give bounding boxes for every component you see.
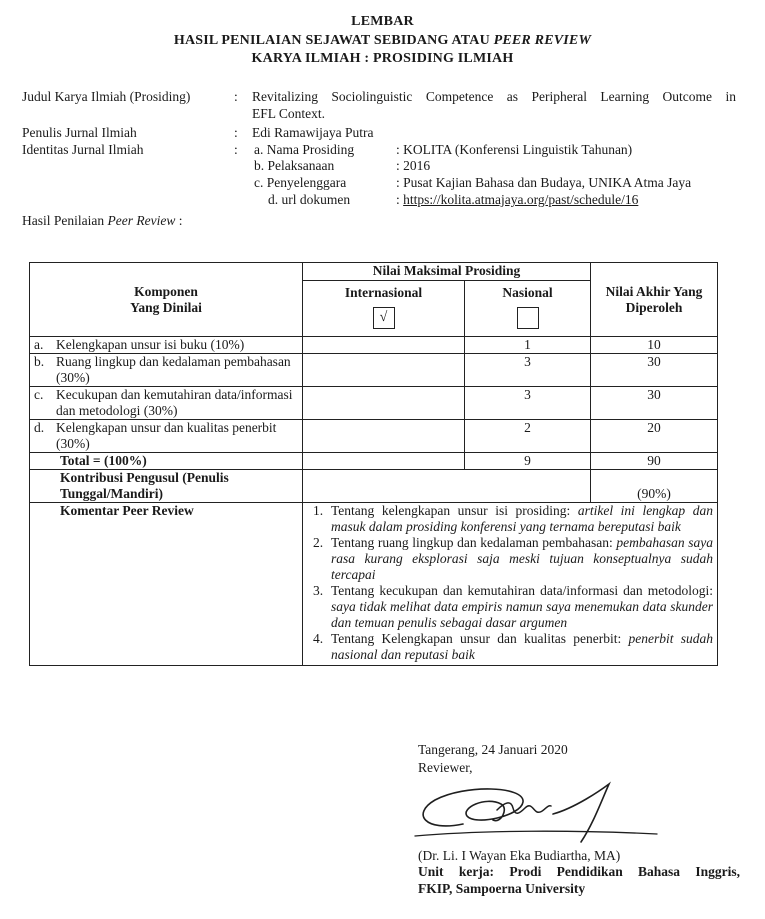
field-value-url: : https://kolita.atmajaya.org/past/schedule/16 <box>396 192 639 207</box>
doc-title-line1: LEMBAR <box>351 14 414 29</box>
signature-image <box>405 780 665 852</box>
kontribusi-akhir: (90%) <box>591 470 718 503</box>
cell-akhir: 10 <box>591 337 718 354</box>
field-label-url: d. url dokumen <box>268 192 351 207</box>
table-row: c. Kecukupan dan kemutahiran data/informasi dan metodologi (30%) 3 30 <box>30 387 718 420</box>
cell-nasional: 2 <box>465 420 591 453</box>
col-komponen-header: Komponen Yang Dinilai <box>30 263 303 337</box>
cell-nasional: 3 <box>465 387 591 420</box>
cell-akhir: 30 <box>591 354 718 387</box>
cell-nasional: 3 <box>465 354 591 387</box>
penulis-label: Penulis Jurnal Ilmiah <box>22 125 137 140</box>
comment-item: 3. Tentang kecukupan dan kemutahiran data/informasi dan metodologi: saya tidak melihat data empiris namun saya menemukan data skunder dan temuan penulis sebagai dasar argumen <box>313 583 713 630</box>
field-value-pelaksanaan: : 2016 <box>396 158 431 173</box>
table-row: a. Kelengkapan unsur isi buku (10%) 1 10 <box>30 337 718 354</box>
komentar-cell <box>303 503 718 666</box>
kontribusi-row <box>30 470 718 503</box>
cell-akhir: 30 <box>591 387 718 420</box>
judul-value-1: Revitalizing Sociolinguistic Competence as Peripheral Learning Outcome in <box>252 89 736 104</box>
cell-nasional: 1 <box>465 337 591 354</box>
doc-title-line2: HASIL PENILAIAN SEJAWAT SEBIDANG ATAU PEER REVIEW <box>173 33 592 48</box>
col-group-header: Nilai Maksimal Prosiding <box>303 263 591 281</box>
field-value-penyelenggara: : Pusat Kajian Bahasa dan Budaya, UNIKA Atma Jaya <box>396 175 692 190</box>
total-nasional: 9 <box>465 453 591 470</box>
cell-internasional <box>303 354 465 387</box>
penulis-colon: : <box>234 125 238 140</box>
row-label: Ruang lingkup dan kedalaman pembahasan (30%) <box>56 354 291 385</box>
judul-colon: : <box>234 89 238 104</box>
total-label: Total = (100%) <box>30 453 303 470</box>
comment-item: 1. Tentang kelengkapan unsur isi prosiding: artikel ini lengkap dan masuk dalam prosiding konferensi yang ternama bereputasi baik <box>313 503 713 534</box>
total-akhir: 90 <box>591 453 718 470</box>
cell-internasional <box>303 420 465 453</box>
field-label-nama: a. Nama Prosiding <box>254 142 355 157</box>
doc-title-line3: KARYA ILMIAH : PROSIDING ILMIAH <box>251 51 514 66</box>
row-label: Kelengkapan unsur dan kualitas penerbit (30%) <box>56 420 277 451</box>
table-row: b. Ruang lingkup dan kedalaman pembahasan (30%) 3 30 <box>30 354 718 387</box>
penulis-value: Edi Ramawijaya Putra <box>252 125 374 140</box>
identitas-colon: : <box>234 142 238 157</box>
field-label-pelaksanaan: b. Pelaksanaan <box>254 158 335 173</box>
comment-item: 4. Tentang Kelengkapan unsur dan kualitas penerbit: penerbit sudah nasional dan reputasi baik <box>313 631 713 662</box>
identitas-label: Identitas Jurnal Ilmiah <box>22 142 144 157</box>
comment-item: 2. Tentang ruang lingkup dan kedalaman pembahasan: pembahasan saya rasa kurang eksplorasi saja meski tujuan konseptualnya sudah tercapai <box>313 535 713 582</box>
reviewer-name: (Dr. Li. I Wayan Eka Budiartha, MA) <box>418 848 621 863</box>
cell-akhir: 20 <box>591 420 718 453</box>
komentar-label: Komentar Peer Review <box>30 503 303 666</box>
field-label-penyelenggara: c. Penyelenggara <box>254 175 347 190</box>
hasil-label: Hasil Penilaian Peer Review : <box>22 213 183 228</box>
kontribusi-label: Kontribusi Pengusul (Penulis Tunggal/Mandiri) <box>30 470 303 503</box>
unit-kerja-line1: Unit kerja: Prodi Pendidikan Bahasa Inggris, <box>418 864 740 879</box>
komentar-row <box>30 503 718 666</box>
reviewer-label: Reviewer, <box>418 760 473 775</box>
nasional-checkbox[interactable] <box>517 307 539 329</box>
judul-value-2: EFL Context. <box>252 106 325 121</box>
field-value-nama: : KOLITA (Konferensi Linguistik Tahunan) <box>396 142 633 157</box>
total-row <box>30 453 718 470</box>
url-link[interactable]: https://kolita.atmajaya.org/past/schedule/16 <box>403 192 639 207</box>
comment-list <box>313 503 713 663</box>
col-nasional-header: Nasional <box>465 281 591 337</box>
table-row: d. Kelengkapan unsur dan kualitas penerbit (30%) 2 20 <box>30 420 718 453</box>
unit-kerja-line2: FKIP, Sampoerna University <box>418 881 586 896</box>
row-label: Kecukupan dan kemutahiran data/informasi dan metodologi (30%) <box>56 387 293 418</box>
place-date: Tangerang, 24 Januari 2020 <box>418 742 568 757</box>
row-label: Kelengkapan unsur isi buku (10%) <box>56 337 245 352</box>
cell-internasional <box>303 337 465 354</box>
assessment-table <box>29 262 718 666</box>
internasional-checkbox[interactable]: √ <box>373 307 395 329</box>
judul-label: Judul Karya Ilmiah (Prosiding) <box>22 89 191 104</box>
cell-internasional <box>303 387 465 420</box>
col-internasional-header: Internasional √ <box>303 281 465 337</box>
col-akhir-header: Nilai Akhir Yang Diperoleh <box>591 263 718 337</box>
